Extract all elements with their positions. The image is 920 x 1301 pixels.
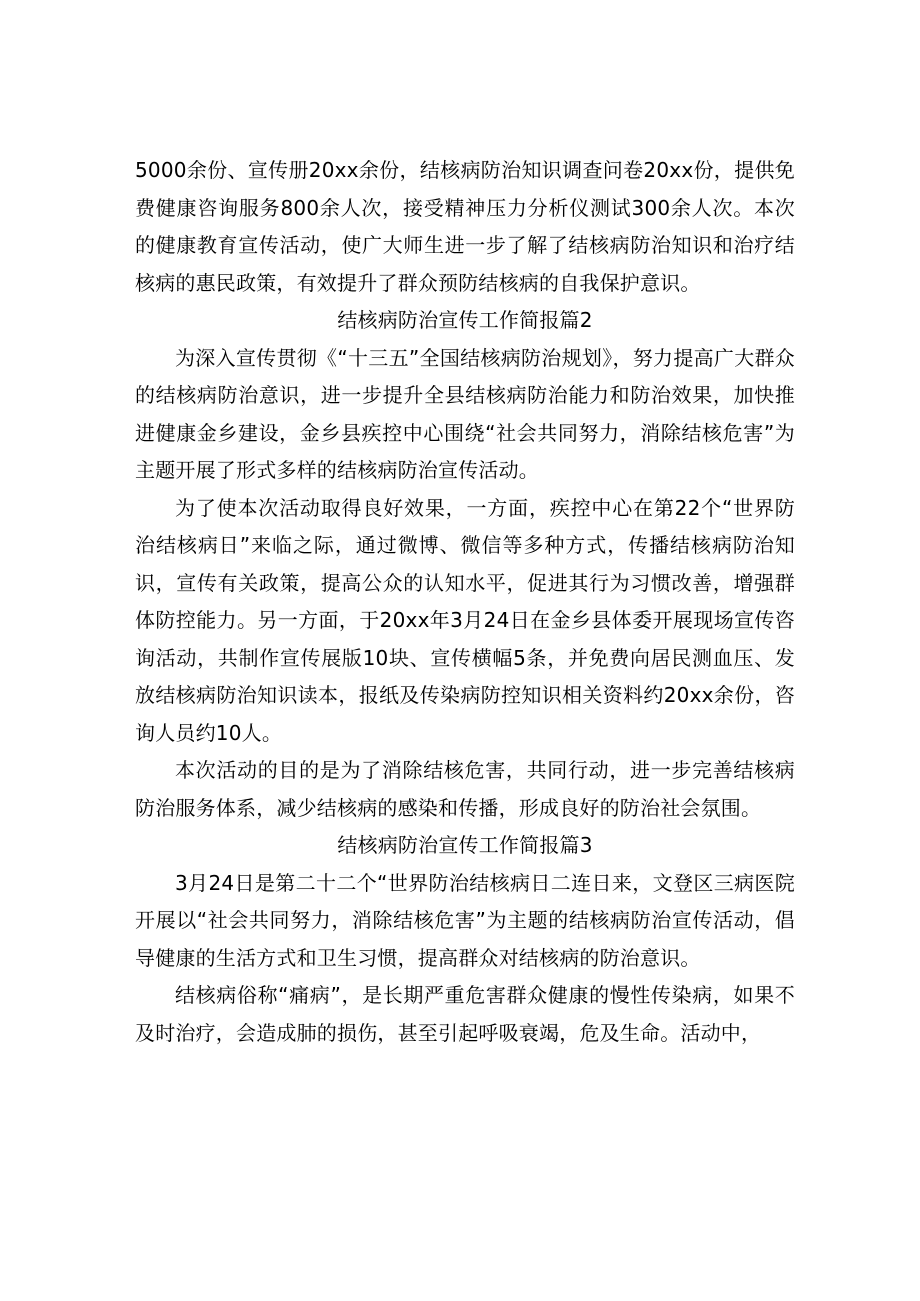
section-3-paragraph-2: 结核病俗称“痛病”，是长期严重危害群众健康的慢性传染病，如果不及时治疗，会造成肺的损伤，甚至引起呼吸衰竭，危及生命。活动中，	[135, 983, 795, 1045]
section-3-paragraph-1: 3月24日是第二十二个“世界防治结核病日二连日来，文登区三病医院开展以“社会共同努力，消除结核危害”为主题的结核病防治宣传活动，倡导健康的生活方式和卫生习惯，提高群众对结核病的防治意识。	[135, 870, 795, 970]
intro-paragraph: 5000余份、宣传册20xx余份，结核病防治知识调查问卷20xx份，提供免费健康咨询服务800余人次，接受精神压力分析仪测试300余人次。本次的健康教育宣传活动，使广大师生进一步了解了结核病防治知识和治疗结核病的惠民政策，有效提升了群众预防结核病的自我保护意识。	[135, 158, 795, 295]
section-2-paragraph-2: 为了使本次活动取得良好效果，一方面，疾控中心在第22个“世界防治结核病日”来临之际，通过微博、微信等多种方式，传播结核病防治知识，宣传有关政策，提高公众的认知水平，促进其行为习惯改善，增强群体防控能力。另一方面，于20xx年3月24日在金乡县体委开展现场宣传咨询活动，共制作宣传展版10块、宣传横幅5条，并免费向居民测血压、发放结核病防治知识读本，报纸及传染病防控知识相关资料约20xx余份，咨询人员约10人。	[135, 495, 795, 745]
section-2-paragraph-3: 本次活动的目的是为了消除结核危害，共同行动，进一步完善结核病防治服务体系，减少结核病的感染和传播，形成良好的防治社会氛围。	[135, 758, 795, 820]
section-3-heading: 结核病防治宣传工作简报篇3	[337, 833, 593, 857]
document-body	[135, 152, 795, 1052]
section-2-heading: 结核病防治宣传工作简报篇2	[337, 308, 593, 332]
section-2-paragraph-1: 为深入宣传贯彻《“十三五”全国结核病防治规划》，努力提高广大群众的结核病防治意识，进一步提升全县结核病防治能力和防治效果，加快推进健康金乡建设，金乡县疾控中心围绕“社会共同努力，消除结核危害”为主题开展了形式多样的结核病防治宣传活动。	[135, 345, 795, 482]
